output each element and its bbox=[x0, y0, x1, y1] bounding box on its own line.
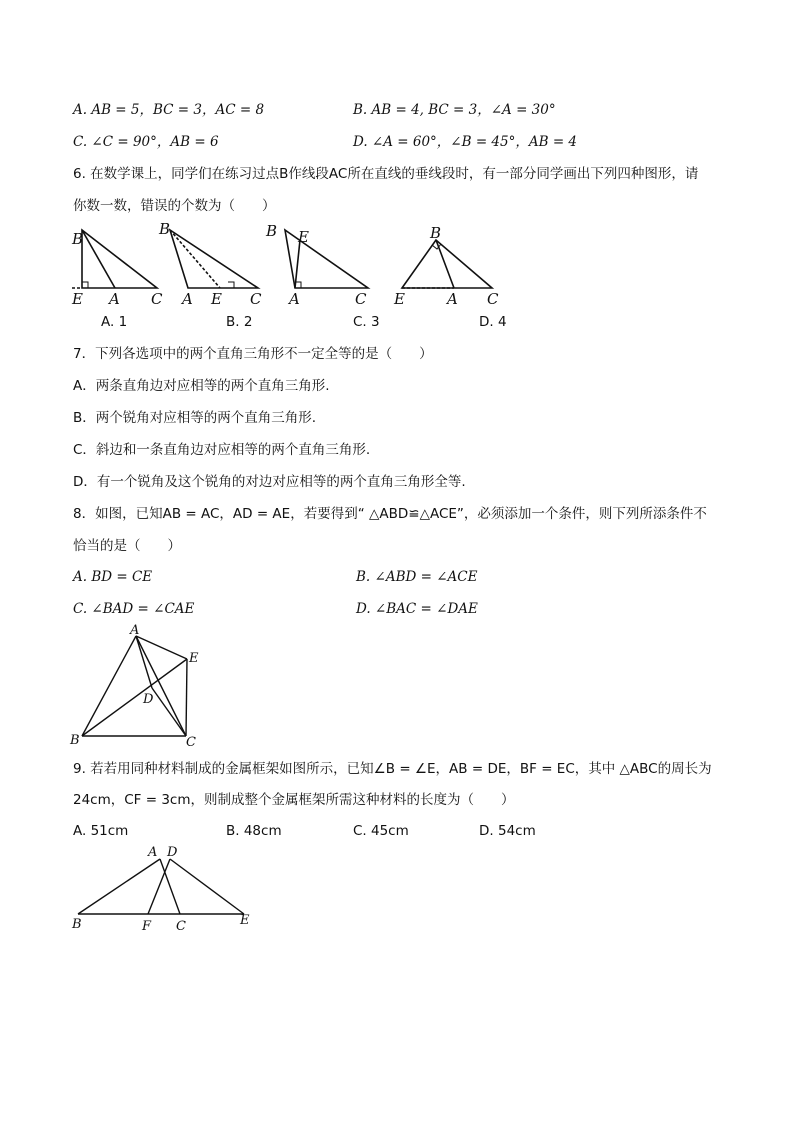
q6-fig1-triangle bbox=[82, 230, 157, 288]
q9-option-a: A. 51cm bbox=[73, 823, 129, 839]
q6-fig2-label-c: C bbox=[250, 290, 262, 308]
q6-fig3-segment bbox=[295, 240, 300, 288]
q8-option-a: A. BD = CE bbox=[73, 569, 153, 585]
q7-option-b: B．两个锐角对应相等的两个直角三角形. bbox=[73, 410, 317, 426]
q7-option-c: C．斜边和一条直角边对应相等的两个直角三角形. bbox=[73, 442, 371, 458]
q8-label-e: E bbox=[189, 651, 199, 666]
q6-fig4-label-c: C bbox=[487, 290, 499, 308]
q9-edge-de bbox=[170, 859, 244, 914]
q9-edge-ac bbox=[160, 859, 180, 914]
q8-label-d: D bbox=[143, 692, 154, 707]
q6-fig3-label-e: E bbox=[298, 228, 309, 246]
q9-label-b: B bbox=[72, 917, 82, 932]
q5-option-c: C. ∠C = 90°，AB = 6 bbox=[73, 134, 219, 150]
q9-label-f: F bbox=[142, 919, 152, 934]
q6-fig1-right-angle bbox=[82, 282, 88, 288]
q9-label-e: E bbox=[240, 913, 250, 928]
q8-label-a: A bbox=[130, 623, 140, 638]
q8-option-b: B. ∠ABD = ∠ACE bbox=[356, 569, 478, 585]
q9-label-c: C bbox=[176, 919, 186, 934]
q9-edge-df bbox=[148, 859, 170, 914]
q8-edge-ae bbox=[136, 636, 187, 659]
q8-edge-be bbox=[82, 659, 187, 736]
q8-edge-ac bbox=[136, 636, 186, 736]
q6-fig2-right-angle bbox=[228, 282, 234, 288]
q8-stem-line2: 恰当的是（ ） bbox=[73, 538, 181, 554]
q6-fig2-dashed bbox=[170, 230, 220, 288]
q8-label-b: B bbox=[70, 733, 80, 748]
q6-fig3-label-b: B bbox=[266, 222, 278, 240]
q9-figure bbox=[60, 842, 260, 934]
q5-option-b: B. AB = 4, BC = 3，∠A = 30° bbox=[353, 102, 556, 118]
q7-option-d: D．有一个锐角及这个锐角的对边对应相等的两个直角三角形全等. bbox=[73, 474, 466, 490]
q9-label-a: A bbox=[148, 845, 158, 860]
q7-option-a: A．两条直角边对应相等的两个直角三角形. bbox=[73, 378, 330, 394]
q6-fig1-segment bbox=[82, 230, 115, 288]
q6-option-b: B. 2 bbox=[226, 314, 253, 330]
q8-option-d: D. ∠BAC = ∠DAE bbox=[356, 601, 478, 617]
q6-fig1-label-a: A bbox=[109, 290, 120, 308]
q9-edge-ba bbox=[78, 859, 160, 914]
q6-fig2-triangle bbox=[170, 230, 258, 288]
q6-fig4-label-e: E bbox=[394, 290, 405, 308]
q5-option-d: D. ∠A = 60°，∠B = 45°，AB = 4 bbox=[353, 134, 578, 150]
q6-fig2-label-e: E bbox=[211, 290, 222, 308]
q6-fig1-label-c: C bbox=[151, 290, 163, 308]
q5-option-a: A. AB = 5，BC = 3，AC = 8 bbox=[73, 102, 265, 118]
q7-stem: 7．下列各选项中的两个直角三角形不一定全等的是（ ） bbox=[73, 346, 433, 362]
q6-fig1-label-b: B bbox=[72, 230, 84, 248]
q6-figures bbox=[60, 218, 520, 310]
q9-option-c: C. 45cm bbox=[353, 823, 409, 839]
q6-fig1-label-e: E bbox=[72, 290, 83, 308]
q6-fig4-label-b: B bbox=[430, 224, 442, 242]
q6-fig2-label-b: B bbox=[159, 220, 171, 238]
q6-fig4-triangle bbox=[402, 240, 492, 288]
q6-fig4-label-a: A bbox=[447, 290, 458, 308]
q9-option-d: D. 54cm bbox=[479, 823, 536, 839]
q6-stem-line1: 6. 在数学课上，同学们在练习过点B作线段AC所在直线的垂线段时，有一部分同学画出下列四种图形，请 bbox=[73, 166, 699, 182]
q6-option-d: D. 4 bbox=[479, 314, 507, 330]
q6-option-c: C. 3 bbox=[353, 314, 380, 330]
q9-label-d: D bbox=[167, 845, 178, 860]
q9-option-b: B. 48cm bbox=[226, 823, 282, 839]
q8-edge-ab bbox=[82, 636, 136, 736]
q6-stem-line2: 你数一数，错误的个数为（ ） bbox=[73, 198, 276, 214]
q8-edge-ec bbox=[186, 659, 187, 736]
q8-figure bbox=[60, 622, 220, 752]
q8-edge-dc bbox=[152, 688, 186, 736]
q6-fig3-label-a: A bbox=[289, 290, 300, 308]
q8-option-c: C. ∠BAD = ∠CAE bbox=[73, 601, 195, 617]
q9-stem-line1: 9. 若若用同种材料制成的金属框架如图所示，已知∠B = ∠E，AB = DE，BF = EC，其中 △ABC的周长为 bbox=[73, 761, 712, 777]
q8-label-c: C bbox=[186, 735, 196, 750]
q6-fig3-label-c: C bbox=[355, 290, 367, 308]
q9-stem-line2: 24cm，CF = 3cm，则制成整个金属框架所需这种材料的长度为（ ） bbox=[73, 792, 515, 808]
q6-fig2-label-a: A bbox=[182, 290, 193, 308]
q6-option-a: A. 1 bbox=[101, 314, 128, 330]
q8-stem-line1: 8．如图，已知AB = AC，AD = AE，若要得到“ △ABD≌△ACE”，必须添加一个条件，则下列所添条件不 bbox=[73, 506, 707, 522]
